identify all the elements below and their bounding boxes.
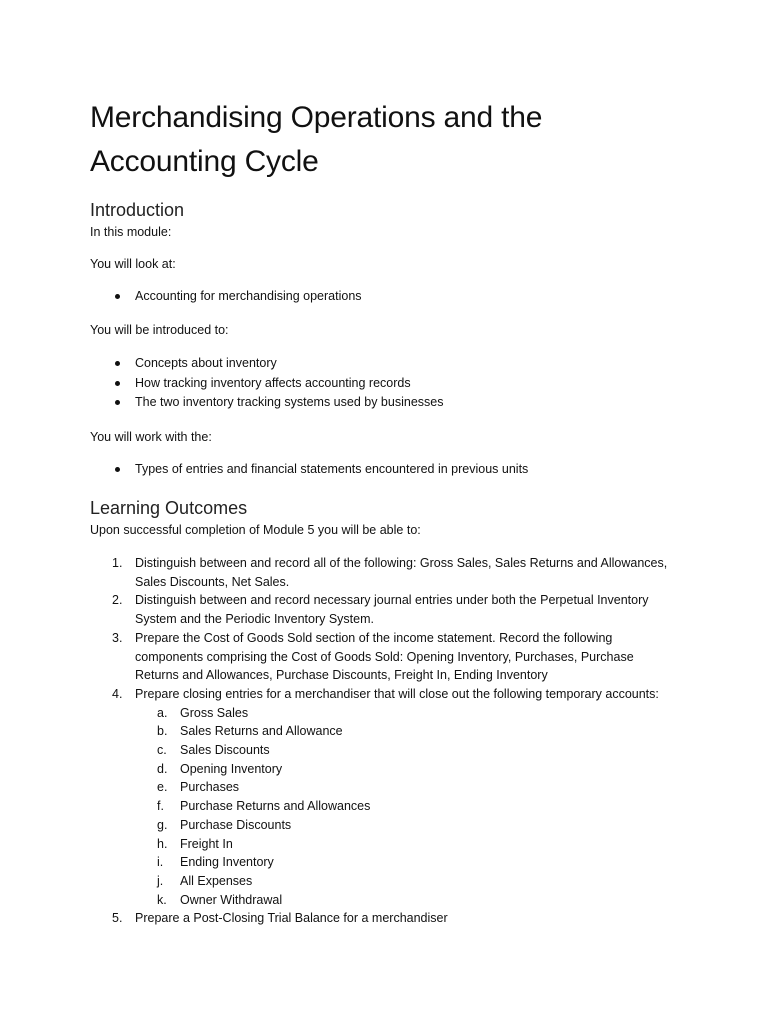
introduction-heading: Introduction [90, 200, 185, 220]
outcomes-intro-line: Upon successful completion of Module 5 you will be able to: [90, 523, 421, 537]
list-item: How tracking inventory affects accounting records [90, 374, 443, 394]
sub-list-item: g. Purchase Discounts [157, 817, 292, 832]
intro-line: In this module: [90, 225, 172, 239]
work-with-list [90, 460, 528, 480]
title-line-1: Merchandising Operations and the [90, 101, 543, 134]
list-item: 1. Distinguish between and record all of the following: Gross Sales, Sales Returns and Allowances, Sales Discounts, Net Sales. [112, 556, 668, 589]
bullet-icon [115, 294, 120, 299]
list-item: Accounting for merchandising operations [90, 287, 362, 307]
list-item: 3. Prepare the Cost of Goods Sold section of the income statement. Record the following components comprising the Cost of Goods Sold: Opening Inventory, Purchases, Purchase Returns and Allowances, Purchase Discounts, Freight In, Ending Inventory [112, 630, 634, 683]
bullet-icon [115, 400, 120, 405]
sub-list-item: j. All Expenses [157, 873, 253, 888]
closing-accounts-sublist [135, 704, 690, 910]
bullet-icon [115, 467, 120, 472]
title-line-2: Accounting Cycle [90, 145, 319, 178]
document-title [90, 96, 690, 184]
sub-list-item: f. Purchase Returns and Allowances [157, 799, 371, 814]
introduced-label: You will be introduced to: [90, 323, 229, 337]
sub-list-item: d. Opening Inventory [157, 761, 283, 776]
sub-list-item: b. Sales Returns and Allowance [157, 724, 343, 739]
bullet-icon [115, 381, 120, 386]
introduced-list [90, 354, 443, 413]
sub-list-item: c. Sales Discounts [157, 743, 270, 758]
sub-list-item: h. Freight In [157, 836, 233, 851]
sub-list-item: k. Owner Withdrawal [157, 892, 283, 907]
sub-list-item: i. Ending Inventory [157, 855, 274, 870]
list-item: Concepts about inventory [90, 354, 443, 374]
outcomes-list [90, 554, 690, 928]
sub-list-item: e. Purchases [157, 780, 240, 795]
learning-outcomes-heading: Learning Outcomes [90, 498, 248, 518]
list-item: The two inventory tracking systems used by businesses [90, 393, 443, 413]
sub-list-item: a. Gross Sales [157, 705, 249, 720]
work-with-label: You will work with the: [90, 430, 212, 444]
look-at-list [90, 287, 362, 307]
bullet-icon [115, 361, 120, 366]
list-item: 5. Prepare a Post-Closing Trial Balance for a merchandiser [112, 911, 448, 926]
list-item: 2. Distinguish between and record necessary journal entries under both the Perpetual Inventory System and the Periodic Inventory System. [112, 593, 649, 627]
look-at-label: You will look at: [90, 257, 176, 271]
list-item: 4. Prepare closing entries for a merchandiser that will close out the following temporary accounts: a. Gross Sales b. Sales Returns and Allowance c. Sales Discounts d. Opening Inventory e. Purchases f. Purchase Returns and Allowances g. Purchase Discounts h. Freight In i. Ending Inventory j. All Expenses k. Owner Withdrawal [90, 685, 690, 909]
list-item: Types of entries and financial statements encountered in previous units [90, 460, 528, 480]
